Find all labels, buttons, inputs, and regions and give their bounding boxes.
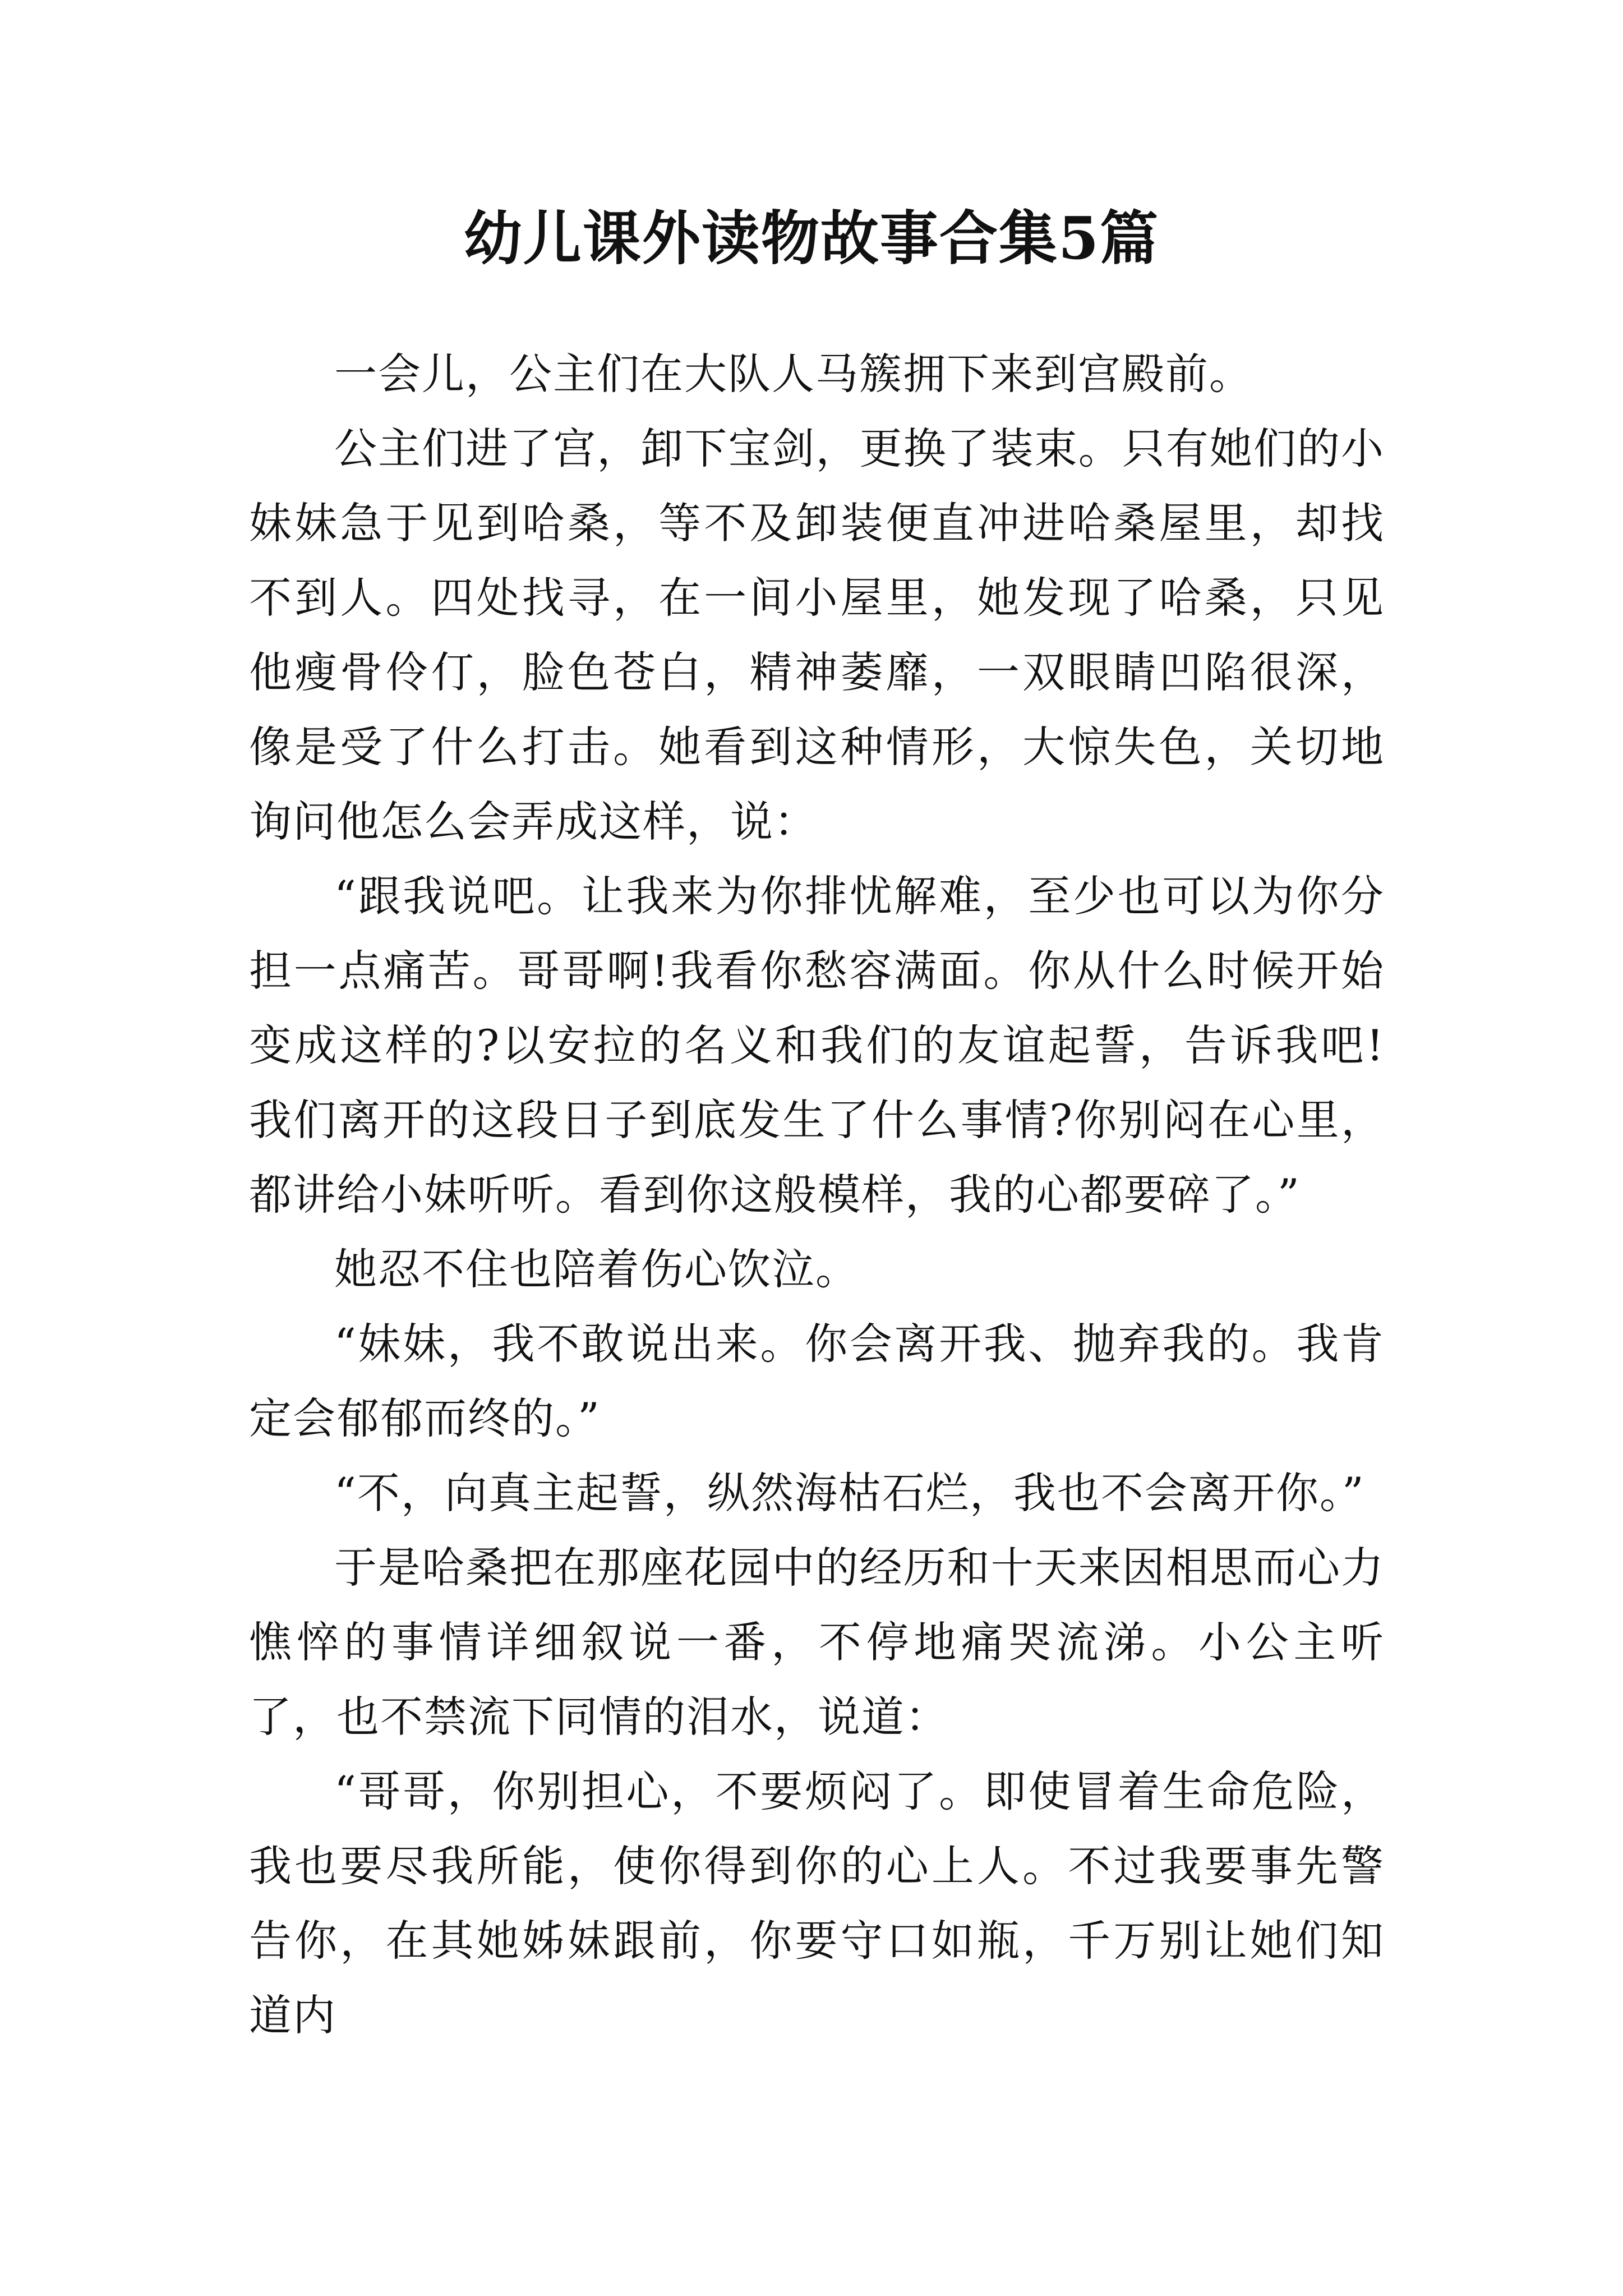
paragraph-5: “妹妹，我不敢说出来。你会离开我、抛弃我的。我肯定会郁郁而终的。”	[249, 1319, 1385, 1443]
paragraph-3: “跟我说吧。让我来为你排忧解难，至少也可以为你分担一点痛苦。哥哥啊!我看你愁容满面。你从什么时候开始变成这样的?以安拉的名义和我们的友谊起誓，告诉我吧!我们离开的这段日子到底发生了什么事情?你别闷在心里，都讲给小妹听听。看到你这般模样，我的心都要碎了。”	[249, 871, 1385, 1220]
paragraph-4: 她忍不住也陪着伤心饮泣。	[334, 1244, 859, 1294]
paragraph-7: 于是哈桑把在那座花园中的经历和十天来因相思而心力憔悴的事情详细叙说一番，不停地痛哭流涕。小公主听了，也不禁流下同情的泪水，说道：	[249, 1543, 1385, 1742]
paragraph-8: “哥哥，你别担心，不要烦闷了。即使冒着生命危险，我也要尽我所能，使你得到你的心上人。不过我要事先警告你，在其她姊妹跟前，你要守口如瓶，千万别让她们知道内	[249, 1766, 1385, 2040]
document-title: 幼儿课外读物故事合集5篇	[463, 204, 1160, 273]
paragraph-6: “不，向真主起誓，纵然海枯石烂，我也不会离开你。”	[334, 1468, 1365, 1518]
document-body	[249, 337, 1385, 2053]
paragraph-1: 一会儿，公主们在大队人马簇拥下来到宫殿前。	[334, 349, 1253, 399]
paragraph-2: 公主们进了宫，卸下宝剑，更换了装束。只有她们的小妹妹急于见到哈桑，等不及卸装便直冲进哈桑屋里，却找不到人。四处找寻，在一间小屋里，她发现了哈桑，只见他瘦骨伶仃，脸色苍白，精神萎靡，一双眼睛凹陷很深，像是受了什么打击。她看到这种情形，大惊失色，关切地询问他怎么会弄成这样，说：	[249, 424, 1385, 846]
